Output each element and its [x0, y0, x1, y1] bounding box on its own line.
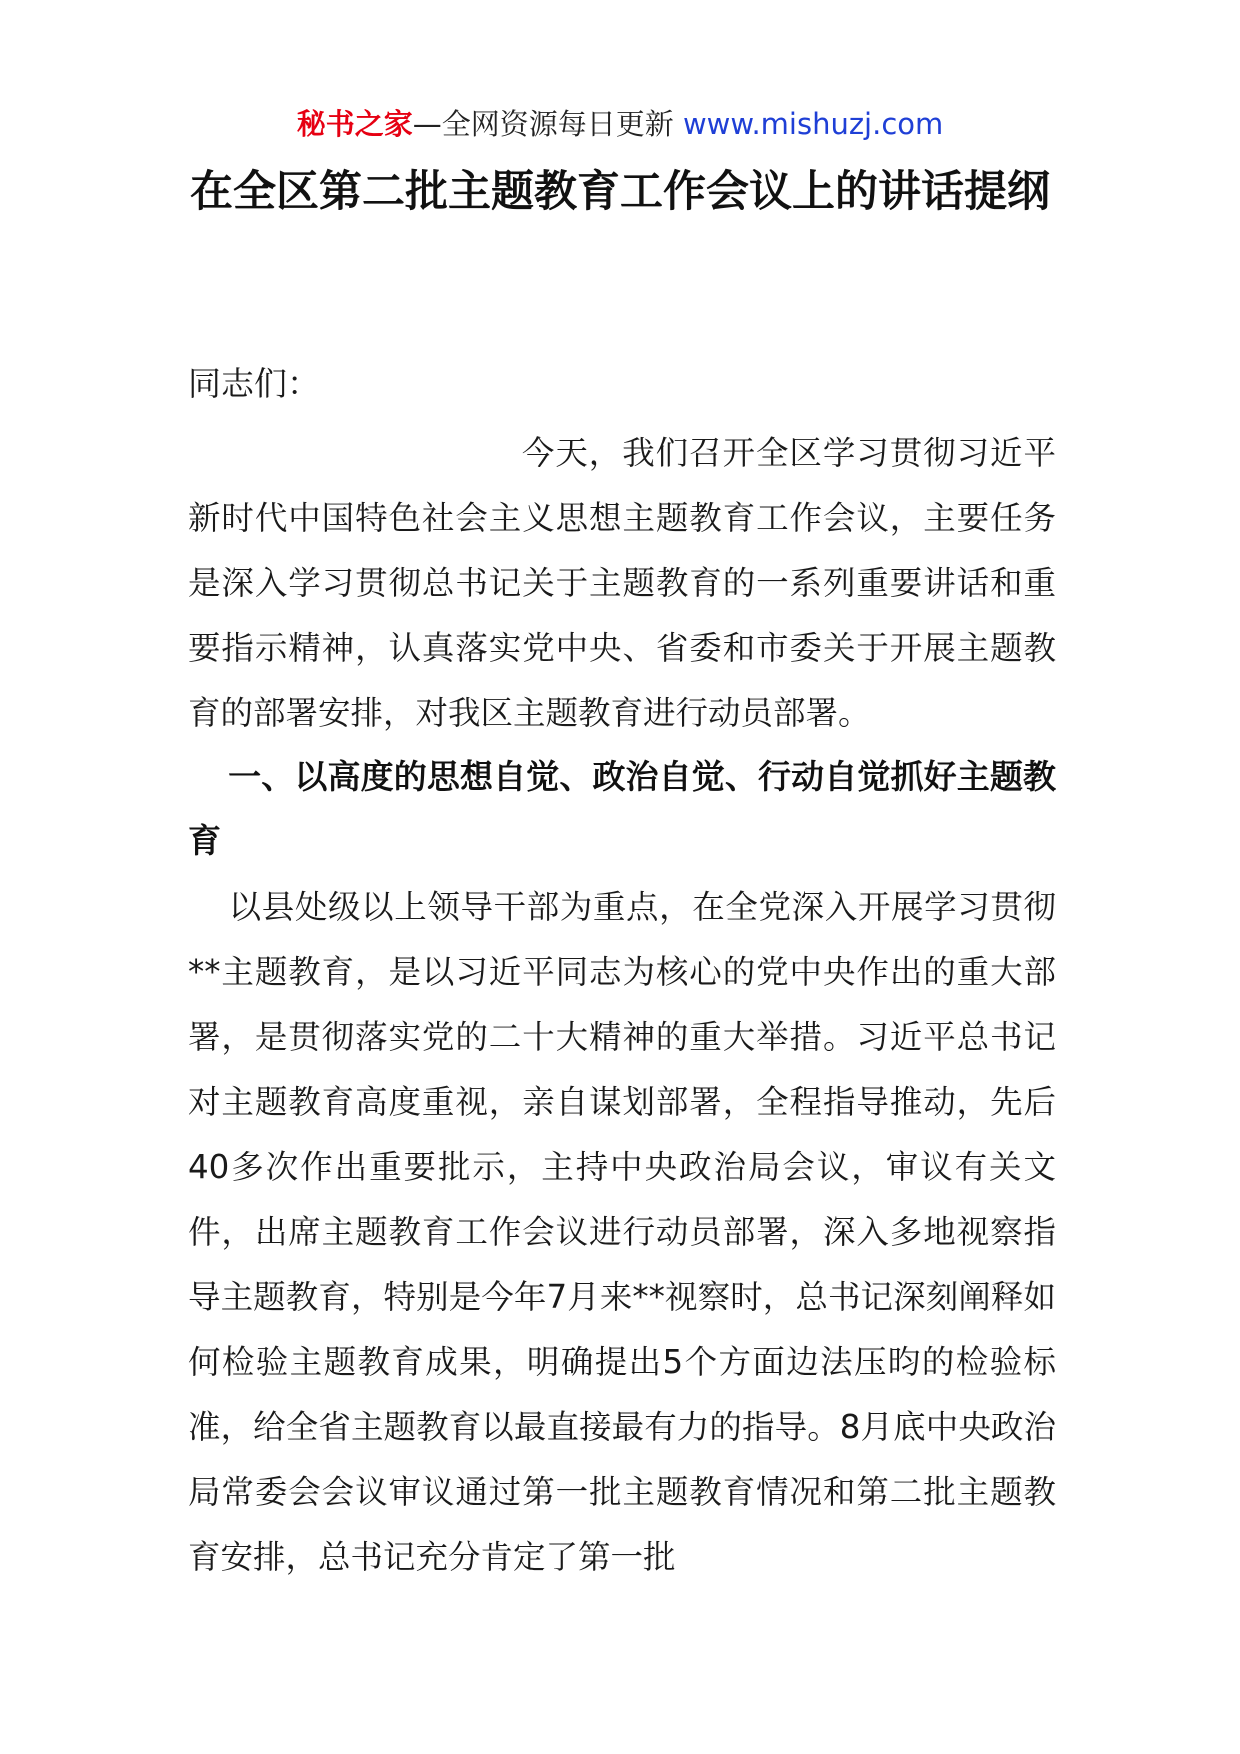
paragraph-intro-text: 今天，我们召开全区学习贯彻习近平新时代中国特色社会主义思想主题教育工作会议，主要任务是深入学习贯彻总书记关于主题教育的一系列重要讲话和重要指示精神，认真落实党中央、省委和市委关于开展主题教育的部署安排，对我区主题教育进行动员部署。	[188, 434, 1056, 732]
section-heading-1-text: 一、以高度的思想自觉、政治自觉、行动自觉抓好主题教育	[188, 757, 1056, 860]
paragraph-intro	[188, 421, 1056, 746]
site-header	[0, 102, 1240, 146]
brand-name: 秘书之家	[296, 107, 413, 141]
site-url[interactable]: www.mishuzj.com	[682, 107, 944, 141]
paragraph-section-1	[188, 875, 1056, 1590]
document-title: 在全区第二批主题教育工作会议上的讲话提纲	[190, 167, 1050, 217]
section-heading-1	[188, 745, 1056, 873]
paragraph-section-1-text: 以县处级以上领导干部为重点，在全党深入开展学习贯彻**主题教育，是以习近平同志为核心的党中央作出的重大部署，是贯彻落实党的二十大精神的重大举措。习近平总书记对主题教育高度重视，亲自谋划部署，全程指导推动，先后40多次作出重要批示，主持中央政治局会议，审议有关文件，出席主题教育工作会议进行动员部署，深入多地视察指导主题教育，特别是今年7月来**视察时，总书记深刻阐释如何检验主题教育成果，明确提出5个方面边法压昀的检验标准，给全省主题教育以最直接最有力的指导。8月底中央政治局常委会会议审议通过第一批主题教育情况和第二批主题教育安排，总书记充分肯定了第一批	[188, 888, 1056, 1576]
salutation: 同志们：	[188, 364, 320, 403]
brand-slogan: —全网资源每日更新	[412, 107, 674, 141]
